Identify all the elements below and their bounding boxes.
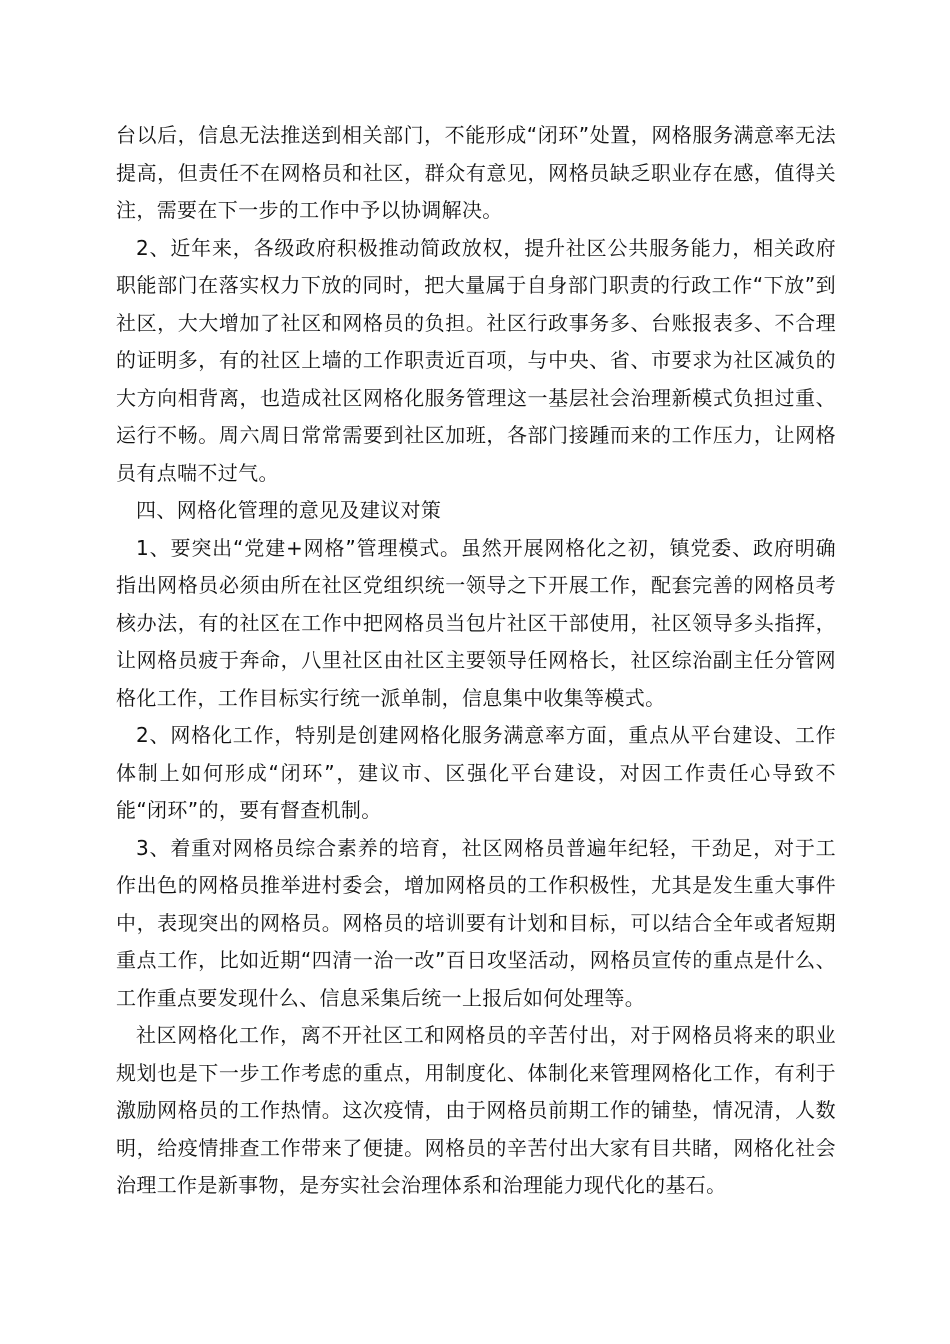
paragraph-suggestion-3: 3、着重对网格员综合素养的培育，社区网格员普遍年纪轻，干劲足，对于工作出色的网格员推举进村委会，增加网格员的工作积极性，尤其是发生重大事件中，表现突出的网格员。网格员的培训要有计划和目标，可以结合全年或者短期重点工作，比如近期“四清一治一改”百日攻坚活动，网格员宣传的重点是什么、工作重点要发现什么、信息采集后统一上报后如何处理等。 — [116, 835, 836, 1010]
paragraph-conclusion: 社区网格化工作，离不开社区工和网格员的辛苦付出，对于网格员将来的职业规划也是下一步工作考虑的重点，用制度化、体制化来管理网格化工作，有利于激励网格员的工作热情。这次疫情，由于网格员前期工作的铺垫，情况清，人数明，给疫情排查工作带来了便捷。网格员的辛苦付出大家有目共睹，网格化社会治理工作是新事物，是夯实社会治理体系和治理能力现代化的基石。 — [116, 1023, 836, 1197]
paragraph-point-2-burden: 2、近年来，各级政府积极推动简政放权，提升社区公共服务能力，相关政府职能部门在落实权力下放的同时，把大量属于自身部门职责的行政工作“下放”到社区，大大增加了社区和网格员的负担。社区行政事务多、台账报表多、不合理的证明多，有的社区上墙的工作职责近百项，与中央、省、市要求为社区减负的大方向相背离，也造成社区网格化服务管理这一基层社会治理新模式负担过重、运行不畅。周六周日常常需要到社区加班，各部门接踵而来的工作压力，让网格员有点喘不过气。 — [116, 235, 836, 485]
section-heading: 四、网格化管理的意见及建议对策 — [136, 498, 442, 522]
paragraph-continuation: 台以后，信息无法推送到相关部门，不能形成“闭环”处置，网格服务满意率无法提高，但责任不在网格员和社区，群众有意见，网格员缺乏职业存在感，值得关注，需要在下一步的工作中予以协调解决。 — [116, 123, 836, 222]
document-body — [116, 117, 836, 1205]
paragraph-suggestion-2: 2、网格化工作，特别是创建网格化服务满意率方面，重点从平台建设、工作体制上如何形成“闭环”，建议市、区强化平台建设，对因工作责任心导致不能“闭环”的，要有督查机制。 — [116, 723, 836, 822]
paragraph-suggestion-1: 1、要突出“党建+网格”管理模式。虽然开展网格化之初，镇党委、政府明确指出网格员必须由所在社区党组织统一领导之下开展工作，配套完善的网格员考核办法，有的社区在工作中把网格员当包片社区干部使用，社区领导多头指挥，让网格员疲于奔命，八里社区由社区主要领导任网格长，社区综治副主任分管网格化工作，工作目标实行统一派单制，信息集中收集等模式。 — [116, 535, 836, 710]
